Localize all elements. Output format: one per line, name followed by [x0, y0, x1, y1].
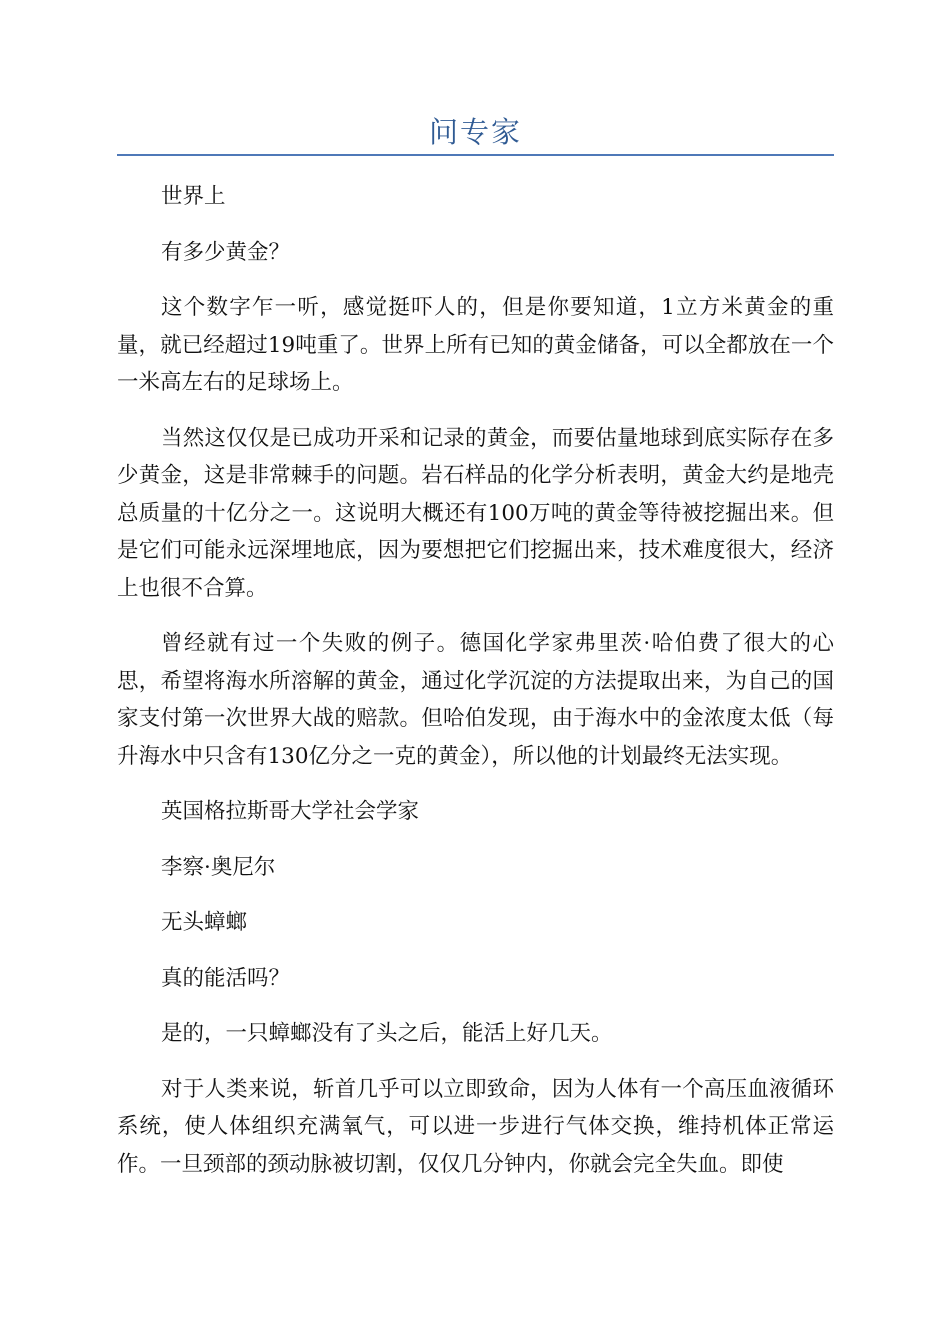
paragraph-expert-name: 李察·奥尼尔: [161, 854, 276, 880]
title-underline: [117, 154, 834, 156]
paragraph-heading-line-2: 有多少黄金？: [161, 239, 291, 265]
paragraph-gold-estimate: 当然这仅仅是已成功开采和记录的黄金，而要估量地球到底实际存在多少黄金，这是非常棘手的问题。岩石样品的化学分析表明，黄金大约是地壳总质量的十亿分之一。这说明大概还有100万吨的黄金等待被挖掘出来。但是它们可能永远深埋地底，因为要想把它们挖掘出来，技术难度很大，经济上也很不合算。: [117, 425, 834, 601]
paragraph-heading-line-1: 世界上: [161, 184, 226, 209]
paragraph-answer: 是的，一只蟑螂没有了头之后，能活上好几天。: [161, 1021, 613, 1046]
article-body: [117, 178, 834, 1201]
paragraph-question-line-2: 真的能活吗？: [161, 965, 291, 991]
paragraph-gold-volume: 这个数字乍一听，感觉挺吓人的，但是你要知道，1立方米黄金的重量，就已经超过19吨重了。世界上所有已知的黄金储备，可以全都放在一个一米高左右的足球场上。: [117, 295, 834, 395]
paragraph-question-line-1: 无头蟑螂: [161, 910, 248, 935]
paragraph-haber-example: 曾经就有过一个失败的例子。德国化学家弗里茨·哈伯费了很大的心思，希望将海水所溶解的黄金，通过化学沉淀的方法提取出来，为自己的国家支付第一次世界大战的赔款。但哈伯发现，由于海水中的金浓度太低（每升海水中只含有130亿分之一克的黄金），所以他的计划最终无法实现。: [117, 631, 834, 769]
paragraph-human-comparison: 对于人类来说，斩首几乎可以立即致命，因为人体有一个高压血液循环系统，使人体组织充满氧气，可以进一步进行气体交换，维持机体正常运作。一旦颈部的颈动脉被切割，仅仅几分钟内，你就会完全失血。即使: [117, 1076, 834, 1177]
page-title: 问专家: [428, 115, 522, 149]
paragraph-expert-affiliation: 英国格拉斯哥大学社会学家: [161, 799, 420, 824]
